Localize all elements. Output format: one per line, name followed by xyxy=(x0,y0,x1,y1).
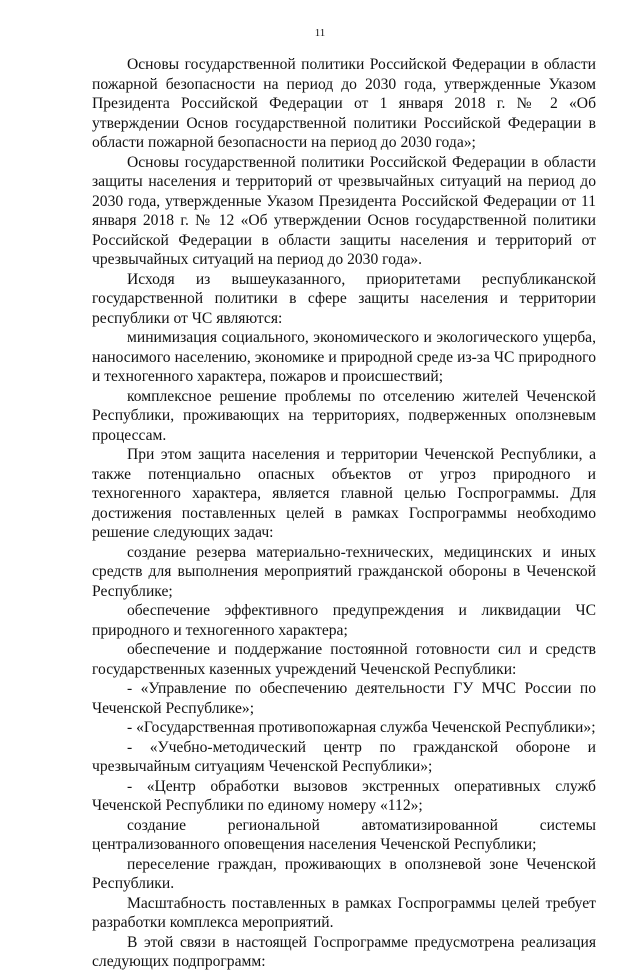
list-item-mchs-directorate: - «Управление по обеспечению деятельности ГУ МЧС России по Чеченской Республике»; xyxy=(92,680,596,717)
list-item-112-center: - «Центр обработки вызовов экстренных оперативных служб Чеченской Республики по единому номеру «112»; xyxy=(92,777,596,814)
page-number: 11 xyxy=(314,27,326,39)
list-item-training-center: - «Учебно-методический центр по гражданской обороне и чрезвычайным ситуациям Чеченской Республики»; xyxy=(92,738,596,775)
paragraph-priority-damage-minimization: минимизация социального, экономического и экологического ущерба, наносимого населению, экономике и природной среде из-за ЧС природного и техногенного характера, пожаров и происшествий; xyxy=(92,329,596,385)
paragraph-priority-resettlement: комплексное решение проблемы по отселению жителей Чеченской Республики, проживающих на территориях, подверженных оползневым процессам. xyxy=(92,387,596,444)
paragraph-priorities-intro: Исходя из вышеуказанного, приоритетами республиканской государственной политики в сфере защиты населения и территории республики от ЧС являются: xyxy=(92,270,596,327)
paragraph-main-goal: При этом защита населения и территории Чеченской Республики, а также потенциально опасных объектов от угроз природного и техногенного характера, является главной целью Госпрограммы. Для достижения поставленных целей в рамках Госпрограммы необходимо решение следующих задач: xyxy=(92,446,596,541)
paragraph-task-readiness: обеспечение и поддержание постоянной готовности сил и средств государственных казенных учреждений Чеченской Республики: xyxy=(92,641,596,678)
list-item-fire-service: - «Государственная противопожарная служба Чеченской Республики»; xyxy=(127,719,596,736)
paragraph-scale-of-goals: Масштабность поставленных в рамках Госпрограммы целей требует разработки комплекса мероприятий. xyxy=(92,894,596,931)
document-body xyxy=(92,55,596,972)
paragraph-task-warning-system: создание региональной автоматизированной системы централизованного оповещения населения Чеченской Республики; xyxy=(92,816,596,853)
paragraph-task-reserve: создание резерва материально-технических, медицинских и иных средств для выполнения мероприятий гражданской обороны в Чеченской Республике; xyxy=(92,543,596,600)
paragraph-fire-safety-policy: Основы государственной политики Российской Федерации в области пожарной безопасности на период до 2030 года, утвержденные Указом Президента Российской Федерации от 1 января 2018 г. № 2 «Об утверждении Основ государственной политики Российской Федерации в области пожарной безопасности на период до 2030 года»; xyxy=(92,56,596,151)
paragraph-subprograms-intro: В этой связи в настоящей Госпрограмме предусмотрена реализация следующих подпрограмм: xyxy=(92,933,596,970)
paragraph-task-prevention: обеспечение эффективного предупреждения и ликвидации ЧС природного и техногенного характера; xyxy=(92,602,596,639)
paragraph-emergency-protection-policy: Основы государственной политики Российской Федерации в области защиты населения и территорий от чрезвычайных ситуаций на период до 2030 года, утвержденные Указом Президента Российской Федерации от 11 января 2018 г. № 12 «Об утверждении Основ государственной политики Российской Федерации в области защиты населения и территорий от чрезвычайных ситуаций на период до 2030 года». xyxy=(92,153,596,268)
paragraph-task-resettlement: переселение граждан, проживающих в оползневой зоне Чеченской Республики. xyxy=(92,855,596,892)
